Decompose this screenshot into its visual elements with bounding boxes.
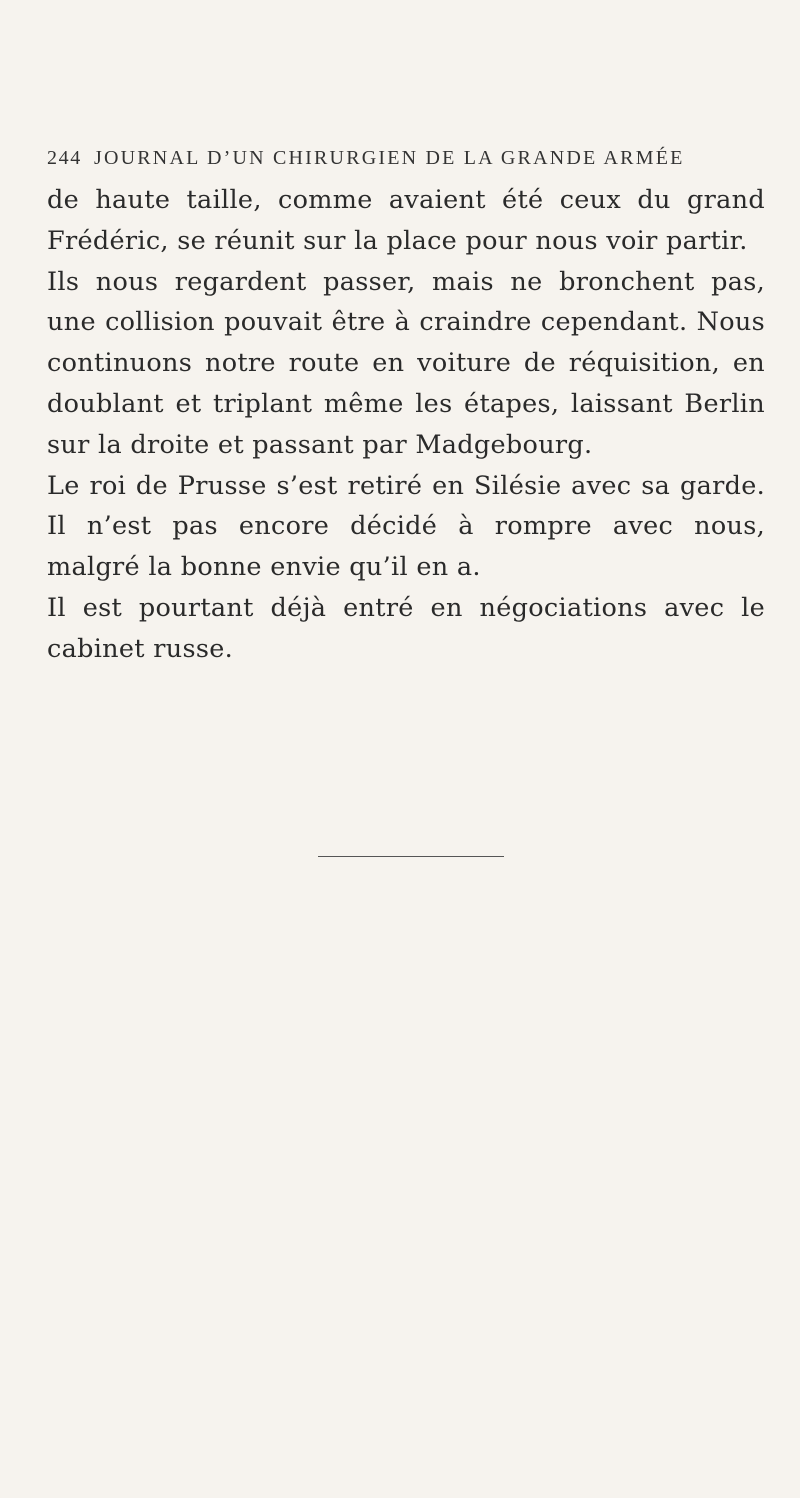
running-title: JOURNAL D’UN CHIRURGIEN DE LA GRANDE ARMÉE — [94, 147, 685, 169]
running-header — [47, 147, 757, 175]
paragraph-3: Le roi de Prusse s’est retiré en Silésie avec sa garde. Il n’est pas encore décidé à rompre avec nous, malgré la bonne envie qu’il en a. — [47, 470, 765, 583]
paragraph-2: Ils nous regardent passer, mais ne bronchent pas, une collision pouvait être à craindre cependant. Nous continuons notre route en voiture de réquisition, en doublant et triplant même les étapes, laissant Berlin sur la droite et passant par Madgebourg. — [47, 266, 765, 460]
body-text — [47, 180, 765, 670]
paragraph-1: de haute taille, comme avaient été ceux du grand Frédéric, se réunit sur la place pour nous voir partir. — [47, 185, 765, 256]
page-number: 244 — [47, 147, 82, 169]
section-divider — [318, 856, 504, 857]
paragraph-4: Il est pourtant déjà entré en négociations avec le cabinet russe. — [47, 592, 765, 664]
